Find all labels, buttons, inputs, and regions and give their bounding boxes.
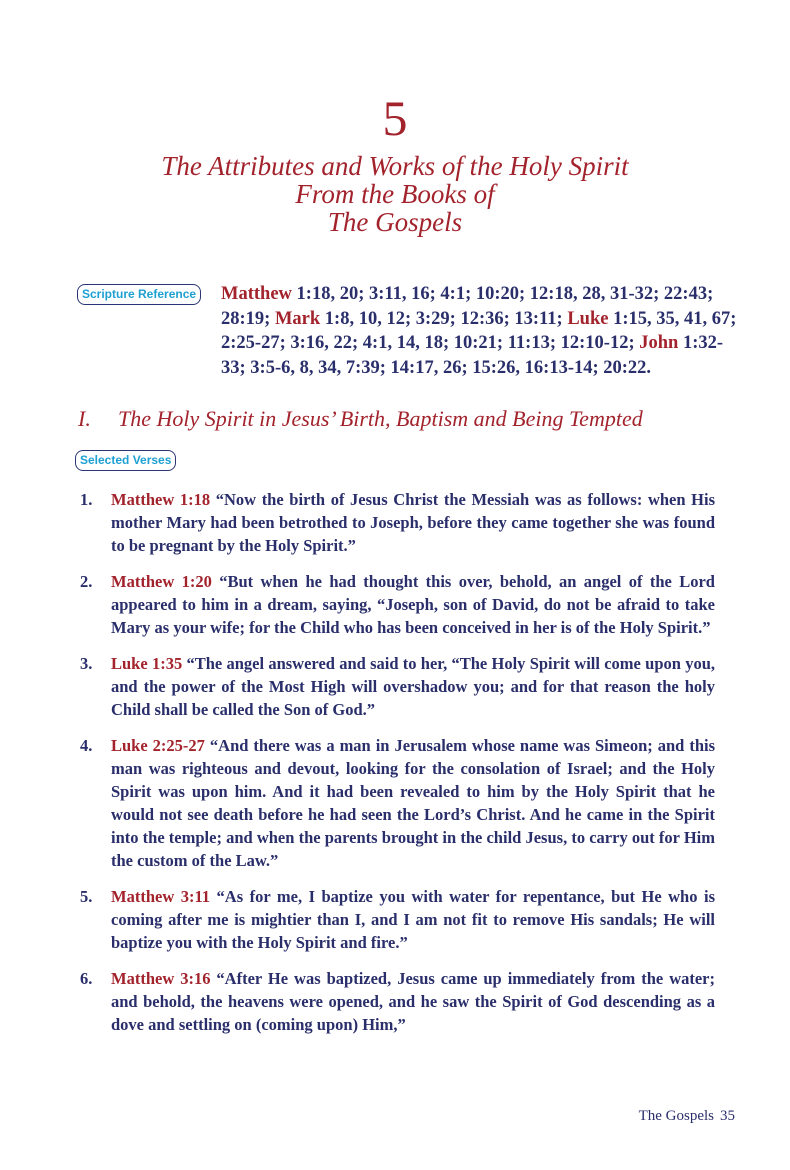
verse-reference: Luke 1:35 [111,654,183,673]
running-title: The Gospels [638,1108,714,1124]
verse-number: 5. [80,887,93,906]
scripture-reference-text [221,282,741,380]
verse-text: “The angel answered and said to her, “The Holy Spirit will come upon you, and the power of the Most High will overshadow you; and for that reason the holy Child shall be called the Son of God.” [111,654,715,719]
references: 1:8, 10, 12; 3:29; 12:36; 13:11; [320,308,568,329]
verse-list [80,488,715,1049]
verse-text: “As for me, I baptize you with water for repentance, but He who is coming after me is mightier than I, and I am not fit to remove His sandals; He will baptize you with the Holy Spirit and fire.” [111,887,715,952]
chapter-title-line: The Attributes and Works of the Holy Spirit [161,151,629,181]
verse-item [80,488,715,557]
verse-number: 6. [80,969,93,988]
verse-text: “Now the birth of Jesus Christ the Messiah was as follows: when His mother Mary had been betrothed to Joseph, before they came together she was found to be pregnant by the Holy Spirit.” [111,490,715,555]
book-name: Matthew [221,284,292,304]
book-name: Mark [274,308,321,329]
verse-item [80,885,715,954]
verse-text: “But when he had thought this over, behold, an angel of the Lord appeared to him in a dream, saying, “Joseph, son of David, do not be afraid to take Mary as your wife; for the Child who has been conceived in her is of the Holy Spirit.” [111,572,715,637]
verse-number: 4. [80,736,93,755]
references: 1:18, 20; 3:11, 16; 4:1; 10:20; 12:18, 28, 31-32; 22:43; 28:19; [221,284,714,329]
verse-number: 3. [80,654,93,673]
verse-item [80,734,715,872]
scripture-reference-label: Scripture Reference [77,284,201,305]
book-name: Luke [567,308,609,329]
references: 1:15, 35, 41, 67; 2:25-27; 3:16, 22; 4:1, 14, 18; 10:21; 11:13; 12:10-12; [221,308,737,353]
verse-item [80,652,715,721]
verse-number: 2. [80,572,93,591]
verse-reference: Luke 2:25-27 [111,736,205,755]
section-number: I. [78,406,91,431]
section-heading [78,406,643,432]
verse-reference: Matthew 1:20 [111,572,212,591]
chapter-title [0,152,790,236]
chapter-number: 5 [382,90,408,146]
verse-reference: Matthew 3:16 [111,969,211,988]
chapter-title-line: From the Books of [295,179,495,209]
verse-reference: Matthew 3:11 [111,887,211,906]
selected-verses-label: Selected Verses [75,450,176,471]
verse-item [80,570,715,639]
references: 1:32-33; 3:5-6, 8, 34, 7:39; 14:17, 26; 15:26, 16:13-14; 20:22. [221,333,724,378]
verse-number: 1. [80,490,93,509]
verse-text: “After He was baptized, Jesus came up immediately from the water; and behold, the heavens were opened, and he saw the Spirit of God descending as a dove and settling on (coming upon) Him,” [111,969,715,1034]
verse-text: “And there was a man in Jerusalem whose name was Simeon; and this man was righteous and devout, looking for the consolation of Israel; and the Holy Spirit was upon him. And it had been revealed to him by the Holy Spirit that he would not see death before he had seen the Lord’s Christ. And he came in the Spirit into the temple; and when the parents brought in the child Jesus, to carry out for Him the custom of the Law.” [111,736,716,870]
verse-item [80,967,715,1036]
page-footer [639,1108,735,1125]
section-title: The Holy Spirit in Jesus’ Birth, Baptism and Being Tempted [118,406,643,431]
verse-reference: Matthew 1:18 [111,490,211,509]
book-name: John [639,333,679,353]
page-number: 35 [720,1108,735,1124]
chapter-title-line: The Gospels [327,207,463,237]
